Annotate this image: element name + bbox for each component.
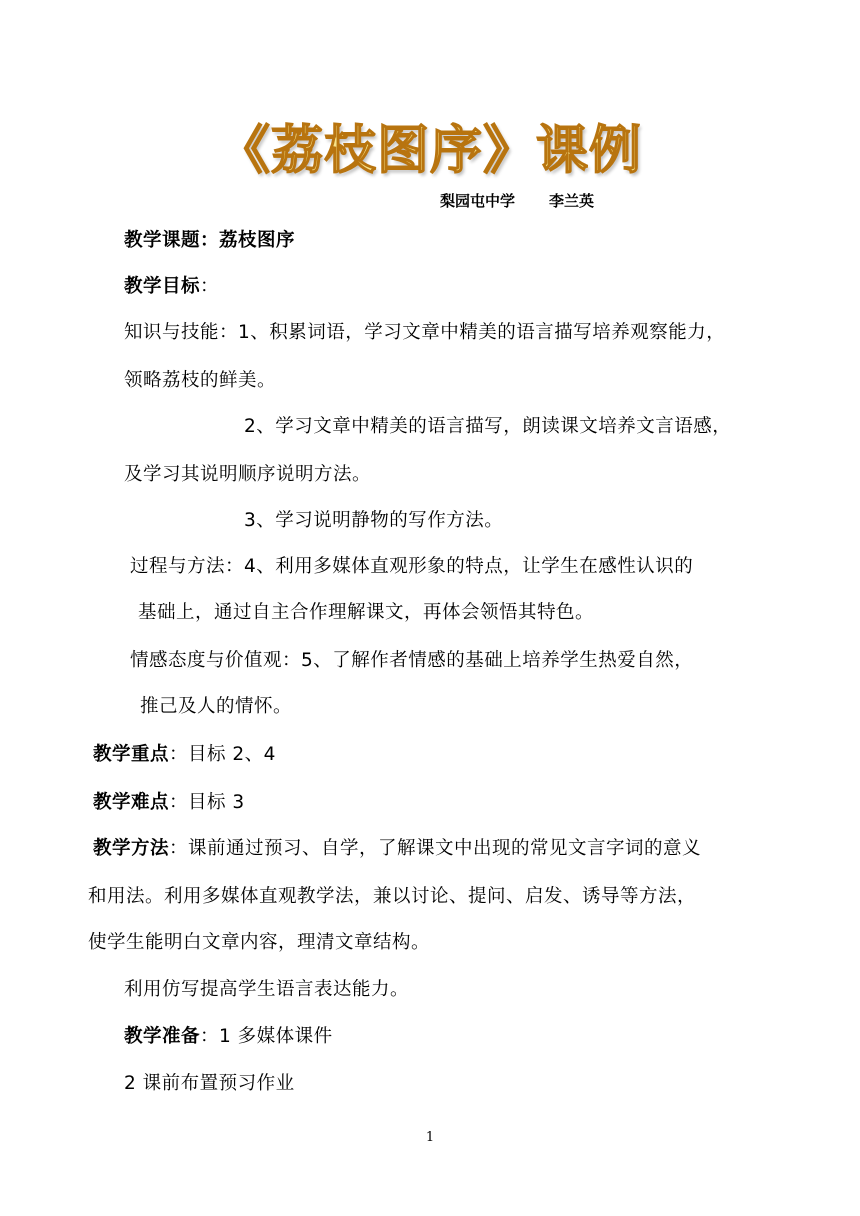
key-points-line	[93, 740, 276, 766]
goal-1-line-a: 知识与技能：1、积累词语，学习文章中精美的语言描写培养观察能力，	[124, 322, 726, 343]
school-name: 梨园屯中学	[440, 192, 516, 210]
page-number: 1	[425, 1130, 435, 1145]
preparation-line	[124, 1022, 333, 1048]
method-line-b: 和用法。利用多媒体直观教学法，兼以讨论、提问、启发、诱导等方法，	[88, 886, 697, 907]
topic-label: 教学课题：	[124, 230, 220, 251]
key-points-value: ：目标 2、4	[169, 744, 276, 765]
goals-colon: ：	[200, 276, 220, 297]
method-line-c: 使学生能明白文章内容，理清文章结构。	[88, 932, 431, 953]
goal-2-line-a: 2、学习文章中精美的语言描写，朗读课文培养文言语感，	[244, 416, 732, 437]
goal-3-line: 3、学习说明静物的写作方法。	[244, 510, 504, 531]
method-label: 教学方法	[93, 838, 170, 859]
preparation-line-2: 2 课前布置预习作业	[124, 1073, 295, 1094]
author-name: 李兰英	[549, 192, 595, 210]
difficulty-line	[93, 788, 245, 814]
goal-5-line-a: 情感态度与价值观：5、了解作者情感的基础上培养学生热爱自然，	[130, 650, 694, 671]
key-points-label: 教学重点	[93, 744, 170, 765]
document-title: 《荔枝图序》课例	[217, 120, 642, 181]
author-line	[440, 190, 594, 211]
method-line-d: 利用仿写提高学生语言表达能力。	[124, 979, 410, 1000]
goals-label: 教学目标	[124, 276, 201, 297]
method-line-a	[93, 834, 701, 860]
difficulty-label: 教学难点	[93, 792, 170, 813]
preparation-label: 教学准备	[124, 1026, 201, 1047]
goal-2-line-b: 及学习其说明顺序说明方法。	[124, 464, 372, 485]
goal-5-line-b: 推己及人的情怀。	[140, 696, 293, 717]
method-text-a: ：课前通过预习、自学，了解课文中出现的常见文言字词的意义	[169, 838, 702, 859]
goal-4-line-b: 基础上，通过自主合作理解课文，再体会领悟其特色。	[138, 602, 595, 623]
goals-heading	[124, 272, 219, 298]
goal-1-line-b: 领略荔枝的鲜美。	[124, 370, 277, 391]
topic-line	[124, 226, 295, 252]
difficulty-value: ：目标 3	[169, 792, 245, 813]
preparation-value: ：1 多媒体课件	[200, 1026, 333, 1047]
goal-4-line-a: 过程与方法：4、利用多媒体直观形象的特点，让学生在感性认识的	[130, 556, 694, 577]
topic-value: 荔枝图序	[219, 230, 296, 251]
